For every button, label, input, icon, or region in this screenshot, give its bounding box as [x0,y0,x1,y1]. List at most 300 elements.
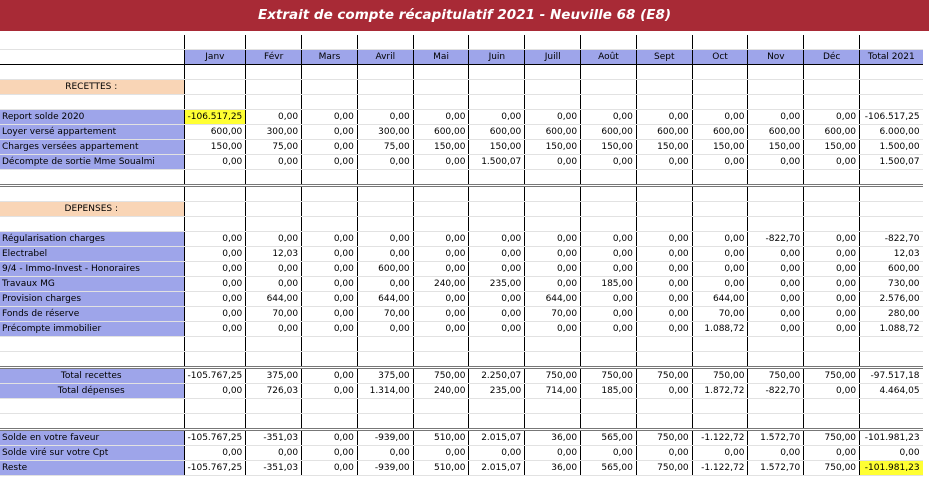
value-cell[interactable]: 644,00 [246,292,302,307]
empty-cell[interactable] [581,80,637,95]
empty-cell[interactable] [302,95,358,110]
value-cell[interactable]: 0,00 [302,446,358,461]
empty-cell[interactable] [302,352,358,368]
empty-cell[interactable] [860,202,923,217]
empty-cell[interactable] [636,202,692,217]
value-cell[interactable]: 2.015,07 [469,461,525,476]
total-cell[interactable]: 6.000,00 [860,125,923,140]
header-corner-cell[interactable] [0,50,184,65]
value-cell[interactable]: 600,00 [357,262,413,277]
empty-cell[interactable] [804,95,860,110]
value-cell[interactable]: 150,00 [748,140,804,155]
value-cell[interactable]: 150,00 [525,140,581,155]
value-cell[interactable]: 565,00 [581,430,637,446]
empty-cell[interactable] [860,170,923,186]
value-cell[interactable]: 714,00 [525,384,581,399]
value-cell[interactable]: 0,00 [636,292,692,307]
value-cell[interactable]: 0,00 [469,292,525,307]
value-cell[interactable]: 0,00 [636,446,692,461]
empty-cell[interactable] [525,186,581,202]
header-cell-dec[interactable]: Déc [804,50,860,65]
empty-cell[interactable] [748,65,804,80]
empty-cell[interactable] [302,414,358,430]
value-cell[interactable]: 375,00 [357,368,413,384]
header-cell-oct[interactable]: Oct [692,50,748,65]
value-cell[interactable]: 0,00 [413,446,469,461]
empty-cell[interactable] [581,202,637,217]
value-cell[interactable]: 150,00 [804,140,860,155]
empty-cell[interactable] [525,65,581,80]
value-cell[interactable]: 0,00 [804,384,860,399]
value-cell[interactable]: 0,00 [581,262,637,277]
value-cell[interactable]: 150,00 [692,140,748,155]
value-cell[interactable]: 750,00 [636,461,692,476]
empty-cell[interactable] [804,80,860,95]
value-cell[interactable]: 0,00 [692,277,748,292]
empty-cell[interactable] [302,65,358,80]
empty-cell[interactable] [804,414,860,430]
value-cell[interactable]: 0,00 [413,307,469,322]
empty-cell[interactable] [692,352,748,368]
row-label[interactable]: 9/4 - Immo-Invest - Honoraires [0,262,184,277]
header-cell-avril[interactable]: Avril [357,50,413,65]
empty-cell[interactable] [302,337,358,352]
value-cell[interactable]: 600,00 [413,125,469,140]
value-cell[interactable]: 0,00 [581,155,637,170]
total-cell[interactable]: 0,00 [860,446,923,461]
value-cell[interactable]: -1.122,72 [692,430,748,446]
value-cell[interactable]: 2.015,07 [469,430,525,446]
value-cell[interactable]: 235,00 [469,384,525,399]
total-cell[interactable]: 1.500,07 [860,155,923,170]
header-cell-mai[interactable]: Mai [413,50,469,65]
total-cell[interactable]: -97.517,18 [860,368,923,384]
value-cell[interactable]: -822,70 [748,232,804,247]
empty-cell[interactable] [804,352,860,368]
value-cell[interactable]: 0,00 [804,262,860,277]
value-cell[interactable]: 0,00 [302,384,358,399]
empty-cell[interactable] [413,352,469,368]
empty-cell[interactable] [692,170,748,186]
empty-cell[interactable] [692,414,748,430]
value-cell[interactable]: 750,00 [636,368,692,384]
empty-cell[interactable] [748,414,804,430]
empty-cell[interactable] [692,217,748,232]
row-label[interactable]: Provision charges [0,292,184,307]
empty-cell[interactable] [469,202,525,217]
value-cell[interactable]: -105.767,25 [184,368,246,384]
empty-cell[interactable] [302,80,358,95]
value-cell[interactable]: 0,00 [636,384,692,399]
value-cell[interactable]: 0,00 [525,247,581,262]
value-cell[interactable]: 1.572,70 [748,430,804,446]
row-label[interactable]: Décompte de sortie Mme Soualmi [0,155,184,170]
value-cell[interactable]: -939,00 [357,461,413,476]
value-cell[interactable]: 0,00 [748,307,804,322]
value-cell[interactable]: 0,00 [636,232,692,247]
empty-cell[interactable] [184,65,246,80]
empty-cell[interactable] [860,414,923,430]
value-cell[interactable]: -105.767,25 [184,430,246,446]
empty-cell[interactable] [184,414,246,430]
value-cell[interactable]: 240,00 [413,384,469,399]
value-cell[interactable]: 0,00 [184,384,246,399]
empty-cell[interactable] [581,170,637,186]
section-label[interactable]: DEPENSES : [0,202,184,217]
row-label[interactable]: Fonds de réserve [0,307,184,322]
empty-cell[interactable] [0,217,184,232]
empty-cell[interactable] [0,186,184,202]
empty-cell[interactable] [581,217,637,232]
value-cell[interactable]: 644,00 [357,292,413,307]
value-cell[interactable]: 0,00 [692,247,748,262]
total-cell[interactable]: 280,00 [860,307,923,322]
empty-cell[interactable] [692,186,748,202]
empty-cell[interactable] [184,80,246,95]
total-cell[interactable]: -822,70 [860,232,923,247]
value-cell[interactable]: 0,00 [469,322,525,337]
value-cell[interactable]: 0,00 [581,110,637,125]
empty-cell[interactable] [804,337,860,352]
empty-cell[interactable] [581,95,637,110]
value-cell[interactable]: 240,00 [413,277,469,292]
empty-cell[interactable] [413,414,469,430]
value-cell[interactable]: 0,00 [804,292,860,307]
empty-cell[interactable] [860,80,923,95]
value-cell[interactable]: 0,00 [302,368,358,384]
value-cell[interactable]: 510,00 [413,461,469,476]
empty-cell[interactable] [184,170,246,186]
empty-cell[interactable] [804,202,860,217]
header-cell-juin[interactable]: Juin [469,50,525,65]
empty-cell[interactable] [636,186,692,202]
empty-cell[interactable] [184,202,246,217]
value-cell[interactable]: 750,00 [748,368,804,384]
empty-cell[interactable] [302,202,358,217]
empty-cell[interactable] [0,95,184,110]
value-cell[interactable]: 0,00 [581,292,637,307]
value-cell[interactable]: 0,00 [748,322,804,337]
header-cell-nov[interactable]: Nov [748,50,804,65]
empty-cell[interactable] [748,80,804,95]
empty-cell[interactable] [636,352,692,368]
empty-cell[interactable] [804,186,860,202]
empty-cell[interactable] [804,217,860,232]
empty-cell[interactable] [636,217,692,232]
value-cell[interactable]: 0,00 [302,262,358,277]
row-label[interactable]: Report solde 2020 [0,110,184,125]
value-cell[interactable]: 600,00 [525,125,581,140]
empty-cell[interactable] [748,352,804,368]
value-cell[interactable]: 750,00 [525,368,581,384]
value-cell[interactable]: 0,00 [469,307,525,322]
empty-cell[interactable] [469,399,525,414]
value-cell[interactable]: 0,00 [525,232,581,247]
total-cell[interactable]: -106.517,25 [860,110,923,125]
empty-cell[interactable] [748,95,804,110]
value-cell[interactable]: 2.250,07 [469,368,525,384]
empty-cell[interactable] [0,414,184,430]
empty-cell[interactable] [525,80,581,95]
value-cell[interactable]: 0,00 [525,155,581,170]
total-cell[interactable]: 4.464,05 [860,384,923,399]
value-cell[interactable]: 0,00 [184,232,246,247]
empty-cell[interactable] [0,337,184,352]
value-cell[interactable]: 1.088,72 [692,322,748,337]
value-cell[interactable]: 0,00 [581,247,637,262]
value-cell[interactable]: 0,00 [469,247,525,262]
value-cell[interactable]: 375,00 [246,368,302,384]
empty-cell[interactable] [413,399,469,414]
empty-cell[interactable] [469,352,525,368]
total-cell[interactable]: 600,00 [860,262,923,277]
empty-cell[interactable] [860,186,923,202]
value-cell[interactable]: 1.500,07 [469,155,525,170]
empty-cell[interactable] [413,217,469,232]
value-cell[interactable]: 0,00 [636,277,692,292]
empty-cell[interactable] [0,352,184,368]
empty-cell[interactable] [469,80,525,95]
empty-cell[interactable] [804,170,860,186]
value-cell[interactable]: 0,00 [246,446,302,461]
value-cell[interactable]: 600,00 [636,125,692,140]
value-cell[interactable]: 0,00 [636,155,692,170]
value-cell[interactable]: 644,00 [525,292,581,307]
value-cell[interactable]: 0,00 [469,232,525,247]
value-cell[interactable]: 600,00 [184,125,246,140]
value-cell[interactable]: 1.314,00 [357,384,413,399]
value-cell[interactable]: 36,00 [525,461,581,476]
empty-cell[interactable] [469,95,525,110]
value-cell[interactable]: 0,00 [184,155,246,170]
row-label[interactable]: Régularisation charges [0,232,184,247]
value-cell[interactable]: -939,00 [357,430,413,446]
value-cell[interactable]: 70,00 [525,307,581,322]
empty-cell[interactable] [357,80,413,95]
empty-cell[interactable] [246,170,302,186]
value-cell[interactable]: 0,00 [357,247,413,262]
value-cell[interactable]: 0,00 [692,262,748,277]
value-cell[interactable]: 750,00 [804,461,860,476]
empty-cell[interactable] [357,95,413,110]
empty-cell[interactable] [0,399,184,414]
empty-cell[interactable] [246,202,302,217]
empty-cell[interactable] [748,202,804,217]
empty-cell[interactable] [413,95,469,110]
empty-cell[interactable] [692,65,748,80]
empty-cell[interactable] [357,414,413,430]
empty-cell[interactable] [748,186,804,202]
value-cell[interactable]: 0,00 [302,292,358,307]
value-cell[interactable]: 0,00 [184,307,246,322]
empty-cell[interactable] [469,414,525,430]
value-cell[interactable]: 750,00 [581,368,637,384]
empty-cell[interactable] [636,170,692,186]
empty-cell[interactable] [469,217,525,232]
header-cell-sept[interactable]: Sept [636,50,692,65]
empty-cell[interactable] [184,186,246,202]
empty-cell[interactable] [860,95,923,110]
empty-cell[interactable] [636,414,692,430]
empty-cell[interactable] [581,186,637,202]
empty-cell[interactable] [413,80,469,95]
total-cell[interactable]: 12,03 [860,247,923,262]
value-cell[interactable]: 0,00 [302,430,358,446]
value-cell[interactable]: 150,00 [581,140,637,155]
value-cell[interactable]: 0,00 [804,247,860,262]
empty-cell[interactable] [525,217,581,232]
value-cell[interactable]: 0,00 [302,140,358,155]
empty-cell[interactable] [525,337,581,352]
empty-cell[interactable] [581,337,637,352]
value-cell[interactable]: 600,00 [804,125,860,140]
value-cell[interactable]: 12,03 [246,247,302,262]
empty-cell[interactable] [581,399,637,414]
value-cell[interactable]: 0,00 [357,277,413,292]
value-cell[interactable]: 0,00 [804,277,860,292]
empty-cell[interactable] [860,399,923,414]
value-cell[interactable]: 750,00 [804,430,860,446]
value-cell[interactable]: 0,00 [357,110,413,125]
empty-cell[interactable] [469,186,525,202]
value-cell[interactable]: 0,00 [246,262,302,277]
empty-cell[interactable] [692,202,748,217]
row-label[interactable]: Total dépenses [0,384,184,399]
empty-cell[interactable] [357,186,413,202]
value-cell[interactable]: 0,00 [357,155,413,170]
value-cell[interactable]: 0,00 [804,232,860,247]
value-cell[interactable]: 70,00 [357,307,413,322]
value-cell[interactable]: 0,00 [525,446,581,461]
empty-cell[interactable] [525,352,581,368]
value-cell[interactable]: 185,00 [581,277,637,292]
empty-cell[interactable] [357,170,413,186]
value-cell[interactable]: 750,00 [692,368,748,384]
empty-cell[interactable] [860,337,923,352]
empty-cell[interactable] [357,202,413,217]
value-cell[interactable]: 0,00 [413,110,469,125]
empty-cell[interactable] [636,80,692,95]
value-cell[interactable]: 0,00 [692,110,748,125]
value-cell[interactable]: 565,00 [581,461,637,476]
value-cell[interactable]: 644,00 [692,292,748,307]
empty-cell[interactable] [469,170,525,186]
empty-cell[interactable] [469,337,525,352]
value-cell[interactable]: 0,00 [246,322,302,337]
row-label[interactable]: Solde viré sur votre Cpt [0,446,184,461]
row-label[interactable]: Electrabel [0,247,184,262]
value-cell[interactable]: 0,00 [413,322,469,337]
empty-cell[interactable] [692,80,748,95]
value-cell[interactable]: -822,70 [748,384,804,399]
header-cell-janv[interactable]: Janv [184,50,246,65]
value-cell[interactable]: 0,00 [413,232,469,247]
value-cell[interactable]: -105.767,25 [184,461,246,476]
value-cell[interactable]: 0,00 [636,307,692,322]
value-cell[interactable]: 0,00 [246,110,302,125]
empty-cell[interactable] [525,95,581,110]
value-cell[interactable]: 0,00 [302,307,358,322]
value-cell[interactable]: 0,00 [246,232,302,247]
value-cell[interactable]: 0,00 [804,322,860,337]
value-cell[interactable]: 0,00 [748,110,804,125]
empty-cell[interactable] [636,399,692,414]
empty-cell[interactable] [302,217,358,232]
empty-cell[interactable] [804,399,860,414]
empty-cell[interactable] [581,352,637,368]
value-cell[interactable]: 0,00 [525,262,581,277]
row-label[interactable]: Loyer versé appartement [0,125,184,140]
value-cell[interactable]: 185,00 [581,384,637,399]
empty-cell[interactable] [748,337,804,352]
row-label[interactable]: Travaux MG [0,277,184,292]
header-cell-juill[interactable]: Juill [525,50,581,65]
value-cell[interactable]: 0,00 [748,155,804,170]
value-cell[interactable]: 150,00 [636,140,692,155]
empty-cell[interactable] [184,217,246,232]
value-cell[interactable]: 0,00 [413,292,469,307]
value-cell[interactable]: 0,00 [804,307,860,322]
total-cell[interactable]: 1.088,72 [860,322,923,337]
value-cell[interactable]: 750,00 [804,368,860,384]
empty-cell[interactable] [636,95,692,110]
value-cell[interactable]: 0,00 [302,277,358,292]
empty-cell[interactable] [302,399,358,414]
value-cell[interactable]: 0,00 [184,277,246,292]
total-cell[interactable]: 1.500,00 [860,140,923,155]
header-cell-total[interactable]: Total 2021 [860,50,923,65]
value-cell[interactable]: 235,00 [469,277,525,292]
empty-cell[interactable] [692,337,748,352]
empty-cell[interactable] [246,80,302,95]
value-cell[interactable]: 300,00 [246,125,302,140]
value-cell[interactable]: 0,00 [804,446,860,461]
value-cell[interactable]: 75,00 [246,140,302,155]
value-cell[interactable]: 0,00 [413,247,469,262]
section-label[interactable]: RECETTES : [0,80,184,95]
empty-cell[interactable] [525,399,581,414]
empty-cell[interactable] [357,65,413,80]
value-cell[interactable]: 0,00 [636,247,692,262]
empty-cell[interactable] [413,337,469,352]
value-cell[interactable]: 0,00 [748,262,804,277]
empty-cell[interactable] [246,186,302,202]
value-cell[interactable]: 0,00 [581,446,637,461]
value-cell[interactable]: 0,00 [357,322,413,337]
value-cell[interactable]: 0,00 [692,232,748,247]
value-cell[interactable]: 0,00 [302,247,358,262]
empty-cell[interactable] [581,65,637,80]
value-cell[interactable]: 0,00 [302,155,358,170]
empty-cell[interactable] [0,170,184,186]
value-cell[interactable]: 0,00 [246,155,302,170]
value-cell[interactable]: 0,00 [804,155,860,170]
empty-cell[interactable] [525,202,581,217]
value-cell[interactable]: 726,03 [246,384,302,399]
value-cell[interactable]: 0,00 [636,322,692,337]
empty-cell[interactable] [357,399,413,414]
empty-cell[interactable] [184,337,246,352]
value-cell[interactable]: 0,00 [184,262,246,277]
empty-cell[interactable] [357,337,413,352]
value-cell[interactable]: 600,00 [469,125,525,140]
header-cell-mars[interactable]: Mars [302,50,358,65]
row-label[interactable]: Reste [0,461,184,476]
value-cell[interactable]: 0,00 [804,110,860,125]
empty-cell[interactable] [413,170,469,186]
value-cell[interactable]: 510,00 [413,430,469,446]
value-cell[interactable]: 600,00 [581,125,637,140]
